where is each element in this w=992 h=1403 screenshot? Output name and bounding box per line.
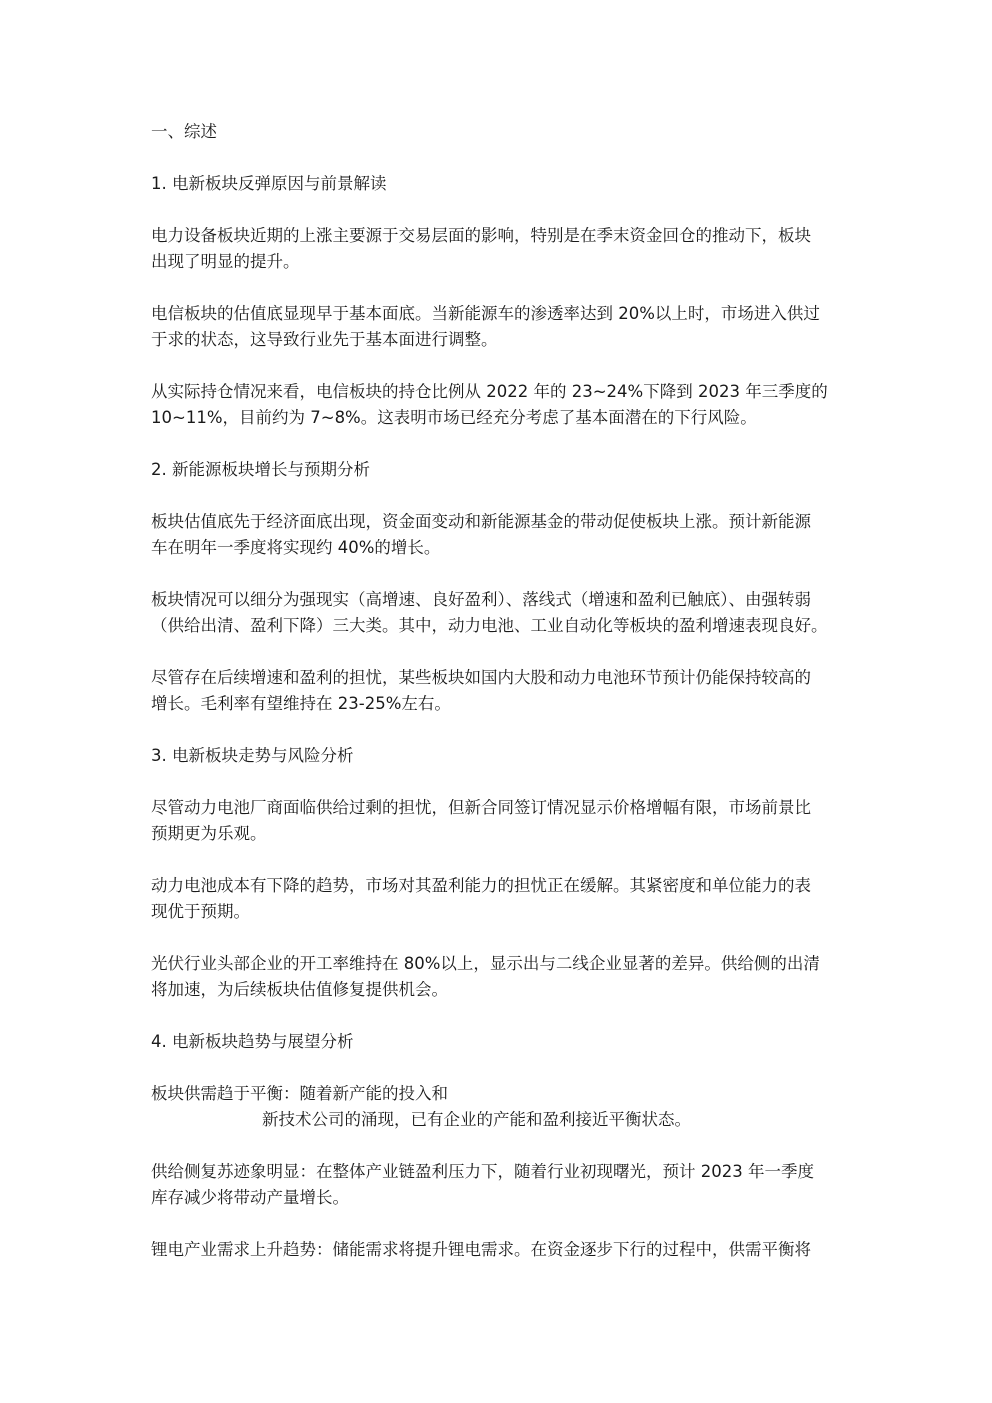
paragraph-line: 板块情况可以细分为强现实（高增速、良好盈利）、落线式（增速和盈利已触底）、由强转弱	[151, 590, 811, 609]
paragraph-line: 新技术公司的涌现，已有企业的产能和盈利接近平衡状态。	[262, 1110, 691, 1129]
paragraph-line: 光伏行业头部企业的开工率维持在 80%以上，显示出与二线企业显著的差异。供给侧的出清	[151, 954, 820, 973]
paragraph-line: 板块供需趋于平衡：随着新产能的投入和	[151, 1084, 448, 1103]
paragraph	[151, 1159, 846, 1211]
paragraph-line: 增长。毛利率有望维持在 23-25%左右。	[151, 694, 451, 713]
section-title: 2. 新能源板块增长与预期分析	[151, 460, 370, 479]
paragraph-line: 库存减少将带动产量增长。	[151, 1188, 349, 1207]
paragraph-line: 动力电池成本有下降的趋势，市场对其盈利能力的担忧正在缓解。其紧密度和单位能力的表	[151, 876, 811, 895]
paragraph-line: 供给侧复苏迹象明显：在整体产业链盈利压力下，随着行业初现曙光，预计 2023 年一季度	[151, 1162, 814, 1181]
paragraph-line: 于求的状态，这导致行业先于基本面进行调整。	[151, 330, 498, 349]
paragraph	[151, 951, 846, 1003]
paragraph-line: 车在明年一季度将实现约 40%的增长。	[151, 538, 441, 557]
section-title: 1. 电新板块反弹原因与前景解读	[151, 174, 387, 193]
document-page	[151, 119, 846, 1263]
paragraph-line: 电力设备板块近期的上涨主要源于交易层面的影响，特别是在季末资金回仓的推动下，板块	[151, 226, 811, 245]
paragraph-line: 尽管存在后续增速和盈利的担忧，某些板块如国内大股和动力电池环节预计仍能保持较高的	[151, 668, 811, 687]
document-heading: 一、综述	[151, 122, 217, 141]
paragraph	[151, 509, 846, 561]
paragraph	[151, 1081, 846, 1133]
paragraph-line: 板块估值底先于经济面底出现，资金面变动和新能源基金的带动促使板块上涨。预计新能源	[151, 512, 811, 531]
paragraph-line: 预期更为乐观。	[151, 824, 267, 843]
paragraph	[151, 873, 846, 925]
paragraph-line: 尽管动力电池厂商面临供给过剩的担忧，但新合同签订情况显示价格增幅有限，市场前景比	[151, 798, 811, 817]
paragraph-line: 10~11%，目前约为 7~8%。这表明市场已经充分考虑了基本面潜在的下行风险。	[151, 408, 757, 427]
paragraph	[151, 1237, 846, 1263]
paragraph-line: 现优于预期。	[151, 902, 250, 921]
section-title: 4. 电新板块趋势与展望分析	[151, 1032, 354, 1051]
paragraph	[151, 223, 846, 275]
section-title: 3. 电新板块走势与风险分析	[151, 746, 354, 765]
paragraph-line: 出现了明显的提升。	[151, 252, 300, 271]
paragraph	[151, 379, 846, 431]
paragraph-line: 将加速，为后续板块估值修复提供机会。	[151, 980, 448, 999]
paragraph	[151, 587, 846, 639]
paragraph	[151, 665, 846, 717]
paragraph	[151, 301, 846, 353]
paragraph-line: （供给出清、盈利下降）三大类。其中，动力电池、工业自动化等板块的盈利增速表现良好。	[151, 616, 828, 635]
paragraph	[151, 795, 846, 847]
paragraph-line: 从实际持仓情况来看，电信板块的持仓比例从 2022 年的 23~24%下降到 2023 年三季度的	[151, 382, 828, 401]
paragraph-line: 锂电产业需求上升趋势：储能需求将提升锂电需求。在资金逐步下行的过程中，供需平衡将	[151, 1240, 811, 1259]
paragraph-line: 电信板块的估值底显现早于基本面底。当新能源车的渗透率达到 20%以上时，市场进入供过	[151, 304, 820, 323]
